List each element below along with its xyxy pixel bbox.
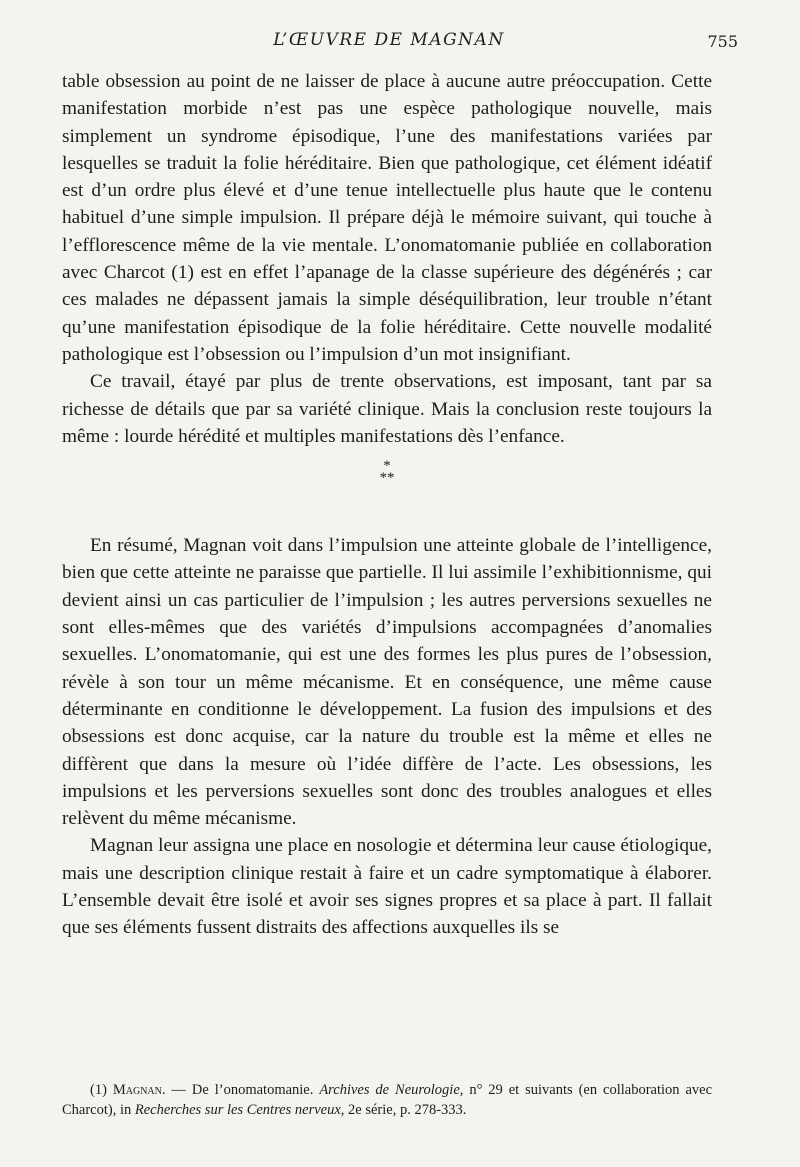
page-header — [0, 30, 800, 54]
footnote-title: De l’onomatomanie. — [191, 1082, 320, 1098]
footnote-marker: (1) — [90, 1082, 107, 1098]
page-number: 755 — [707, 32, 738, 51]
footnote — [62, 1080, 712, 1120]
footnote-dash: . — — [161, 1082, 192, 1098]
separator-stars-bottom: ** — [379, 470, 395, 487]
section-separator — [62, 450, 712, 532]
paragraph-continuation: table obsession au point de ne laisser de place à aucune autre préoccupation. Cette manifestation morbide n’est pas une espèce pathologique nouvelle, mais simplement un syndrome épisodique, l’une des manifestations variées par lesquelles se traduit la folie héréditaire. Bien que pathologique, cet élément idéatif est d’un ordre plus élevé et d’une tenue intellectuelle plus haute que le contenu habituel d’une simple impulsion. Il prépare déjà le mémoire suivant, qui touche à l’efflorescence même de la vie mentale. L’onomatomanie publiée en collaboration avec Charcot (1) est en effet l’apanage de la classe supérieure des dégénérés ; car ces malades ne dépassent jamais la simple déséquilibration, leur trouble n’étant qu’une manifestation épisodique de la folie héréditaire. Cette nouvelle modalité pathologique est l’obsession ou l’impulsion d’un mot insignifiant. — [62, 71, 712, 365]
footnote-journal: Archives de Neurologie, — [319, 1082, 464, 1098]
footnote-after-journal: n° 29 et suivants (en collaboration avec Charcot), in — [62, 1082, 713, 1118]
footnote-author: Magnan — [112, 1082, 162, 1098]
main-text — [62, 68, 712, 942]
paragraph-resume: En résumé, Magnan voit dans l’impulsion une atteinte globale de l’intelligence, bien que cette atteinte ne paraisse que partielle. Il lui assimile l’exhibitionnisme, qui devient ainsi un cas particulier de l’impulsion ; les autres perversions sexuelles ne sont elles-mêmes que des variétés d’impulsions accompagnées d’anomalies sexuelles. L’onomatomanie, qui est une des formes les plus pures de l’obsession, révèle à son tour un même mécanisme. Et en conséquence, une même cause déterminante en conditionne le développement. La fusion des impulsions et des obsessions est donc acquise, car la nature du trouble est la même et elles ne diffèrent que dans la mesure où l’idée diffère de l’acte. Les obsessions, les impulsions et les perversions sexuelles sont donc des troubles analogues et elles relèvent du même mécanisme. — [62, 535, 712, 830]
running-title: L’ŒUVRE DE MAGNAN — [273, 30, 505, 50]
separator-star-top: * — [383, 458, 391, 475]
paragraph-travail: Ce travail, étayé par plus de trente observations, est imposant, tant par sa richesse de détails que par sa variété clinique. Mais la conclusion reste toujours la même : lourde hérédité et multiples manifestations dès l’enfance. — [62, 371, 712, 447]
footnote-book: Recherches sur les Centres nerveux, — [134, 1102, 345, 1118]
footnote-tail: 2e série, p. 278-333. — [344, 1102, 467, 1118]
paragraph-nosologie: Magnan leur assigna une place en nosologie et détermina leur cause étiologique, mais une description clinique restait à faire et un cadre symptomatique à élaborer. L’ensemble devait être isolé et avoir ses signes propres et sa place à part. Il fallait que ses éléments fussent distraits des affections auxquelles ils se — [62, 835, 712, 939]
